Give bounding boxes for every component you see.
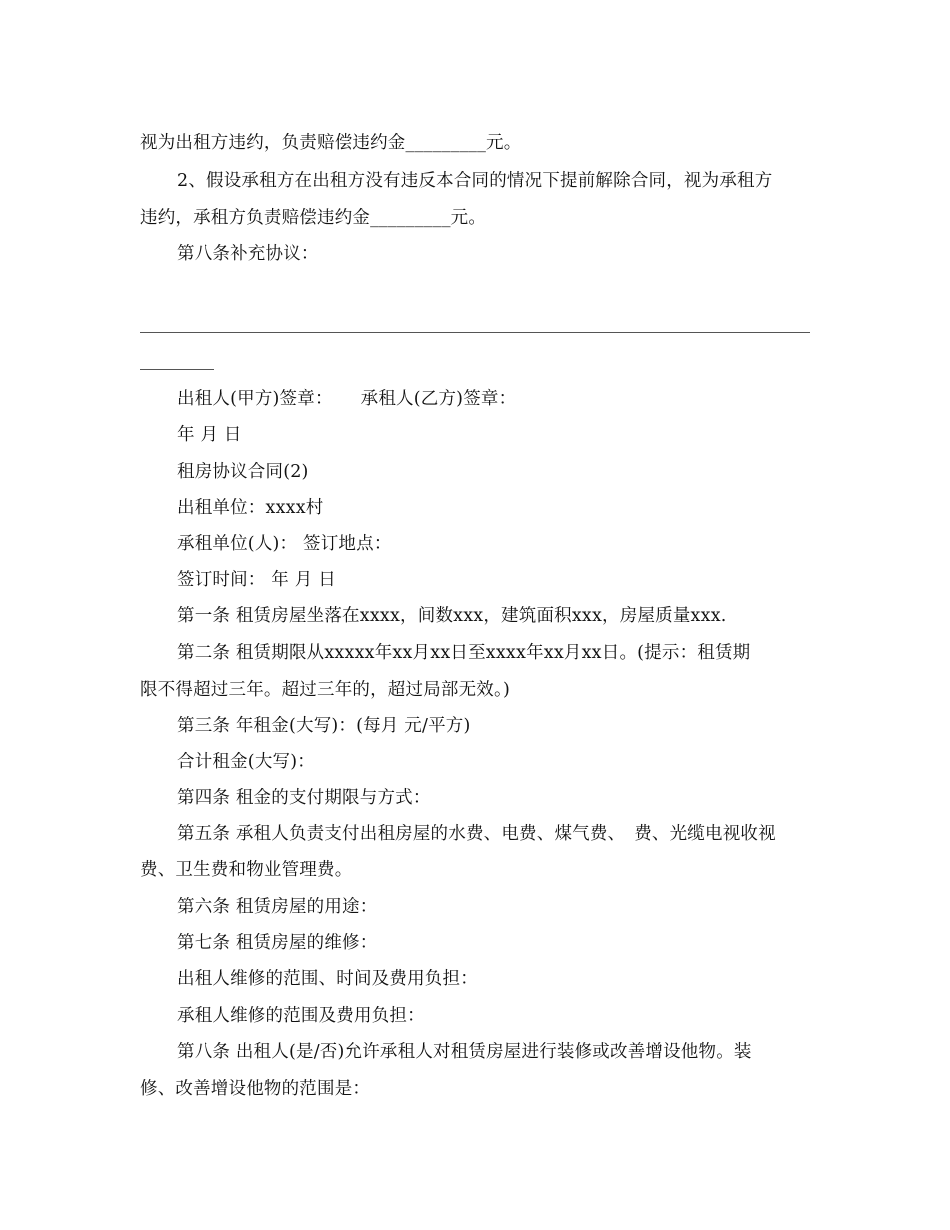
blank-fill-line <box>140 332 810 333</box>
lessor-signature-label: 出租人(甲方)签章： <box>177 389 333 409</box>
article-5: 第五条 承租人负责支付出租房屋的水费、电费、煤气费、 费、光缆电视收视 <box>177 824 776 844</box>
contract-title: 租房协议合同(2) <box>177 462 309 482</box>
paragraph-line: 出租单位：xxxx村 <box>177 498 324 518</box>
article-2-continuation: 限不得超过三年。超过三年的，超过局部无效。) <box>140 680 510 700</box>
article-5-continuation: 费、卫生费和物业管理费。 <box>140 860 353 880</box>
article-2: 第二条 租赁期限从xxxxx年xx月xx日至xxxx年xx月xx日。(提示：租赁期 <box>177 643 751 663</box>
article-8: 第八条 出租人(是/否)允许承租人对租赁房屋进行装修或改善增设他物。装 <box>177 1042 752 1062</box>
article-3: 第三条 年租金(大写)：(每月 元/平方) <box>177 716 471 736</box>
paragraph-line: 签订时间： 年 月 日 <box>177 570 336 590</box>
date-line: 年 月 日 <box>177 425 242 445</box>
paragraph-line: 2、假设承租方在出租方没有违反本合同的情况下提前解除合同，视为承租方 <box>177 171 773 191</box>
signature-row <box>177 388 516 410</box>
article-6: 第六条 租赁房屋的用途： <box>177 897 378 917</box>
article-8-continuation: 修、改善增设他物的范围是： <box>140 1079 371 1099</box>
blank-fill-line-continuation <box>140 369 214 370</box>
article-7: 第七条 租赁房屋的维修： <box>177 933 378 953</box>
paragraph-line: 违约，承租方负责赔偿违约金_________元。 <box>140 208 487 228</box>
paragraph-line: 视为出租方违约，负责赔偿违约金_________元。 <box>140 133 522 153</box>
paragraph-line: 合计租金(大写)： <box>177 752 315 772</box>
article-4: 第四条 租金的支付期限与方式： <box>177 788 431 808</box>
paragraph-line: 出租人维修的范围、时间及费用负担： <box>177 969 478 989</box>
lessee-signature-label: 承租人(乙方)签章： <box>360 389 517 409</box>
section-heading: 第八条补充协议： <box>177 244 319 264</box>
article-1: 第一条 租赁房屋坐落在xxxx，间数xxx，建筑面积xxx，房屋质量xxx. <box>177 606 727 626</box>
paragraph-line: 承租单位(人)： 签订地点： <box>177 534 392 554</box>
paragraph-line: 承租人维修的范围及费用负担： <box>177 1006 425 1026</box>
